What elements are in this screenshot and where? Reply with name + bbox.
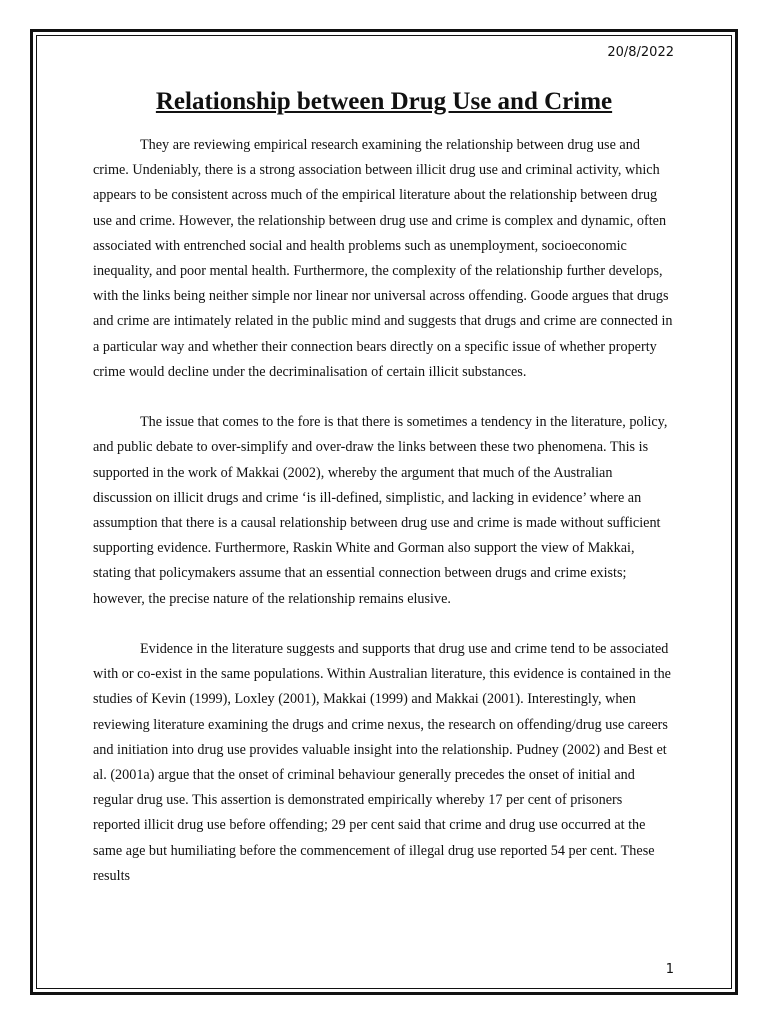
paragraph: The issue that comes to the fore is that there is sometimes a tendency in the literature, policy, and public debate to over-simplify and over-draw the links between these two phenomena. This is supported in the work of Makkai (2002), whereby the argument that much of the Australian discussion on illicit drugs and crime ‘is ill-defined, simplistic, and lacking in evidence’ where an assumption that there is a causal relationship between drug use and crime is made without sufficient supporting evidence. Furthermore, Raskin White and Gorman also support the view of Makkai, stating that policymakers assume that an essential connection between drugs and crime exists; however, the precise nature of the relationship remains elusive. bbox=[93, 414, 668, 607]
page-number: 1 bbox=[665, 962, 674, 977]
paragraph: Evidence in the literature suggests and supports that drug use and crime tend to be associated with or co-exist in the same populations. Within Australian literature, this evidence is contained in the studies of Kevin (1999), Loxley (2001), Makkai (1999) and Makkai (2001). Interestingly, when reviewing literature examining the drugs and crime nexus, the research on offending/drug use careers and initiation into drug use provides valuable insight into the relationship. Pudney (2002) and Best et al. (2001a) argue that the onset of criminal behaviour generally precedes the onset of initial and regular drug use. This assertion is demonstrated empirically whereby 17 per cent of prisoners reported illicit drug use before offending; 29 per cent said that crime and drug use occurred at the same age but humiliating before the commencement of illegal drug use reported 54 per cent. These results bbox=[93, 641, 671, 884]
document-title: Relationship between Drug Use and Crime bbox=[155, 88, 613, 115]
header-date: 20/8/2022 bbox=[607, 45, 674, 60]
paragraph: They are reviewing empirical research examining the relationship between drug use and crime. Undeniably, there is a strong association between illicit drug use and criminal activity, which appears to be consistent across much of the empirical literature about the relationship between drug use and crime. However, the relationship between drug use and crime is complex and dynamic, often associated with entrenched social and health problems such as unemployment, socioeconomic inequality, and poor mental health. Furthermore, the complexity of the relationship further develops, with the links being neither simple nor linear nor universal across offending. Goode argues that drugs and crime are intimately related in the public mind and suggests that drugs and crime are connected in a particular way and whether their connection bears directly on a specific issue of whether property crime would decline under the decriminalisation of certain illicit substances. bbox=[93, 137, 673, 380]
document-body bbox=[93, 133, 673, 914]
